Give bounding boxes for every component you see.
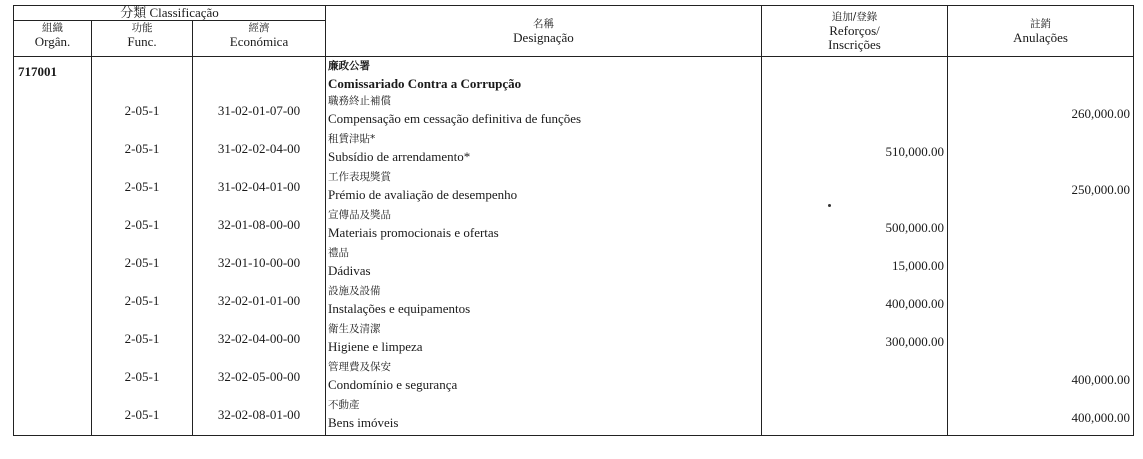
designation-zh: 不動產 xyxy=(328,399,360,411)
reinforcement-amount: 500,000.00 xyxy=(885,220,944,235)
designation-zh: 租賃津貼* xyxy=(328,133,376,145)
designation-item xyxy=(328,93,761,131)
designation-zh: 宣傳品及獎品 xyxy=(328,209,391,221)
organ-code: 717001 xyxy=(18,64,57,79)
economic-header: 經濟 Económica xyxy=(193,21,326,57)
designation-item xyxy=(328,207,761,245)
organ-name-pt: Comissariado Contra a Corrupção xyxy=(328,76,522,91)
designation-pt: Subsídio de arrendamento* xyxy=(328,149,471,164)
designation-zh: 職務終止補償 xyxy=(328,95,391,107)
budget-table xyxy=(13,5,1134,436)
classification-header: 分類 Classificação xyxy=(14,6,326,21)
designation-pt: Materiais promocionais e ofertas xyxy=(328,225,499,240)
designation-item xyxy=(328,131,761,169)
designation-item xyxy=(328,397,761,435)
economic-column xyxy=(193,57,326,436)
organ-cell xyxy=(14,57,92,436)
reinforcement-amount: 15,000.00 xyxy=(892,258,944,273)
organ-header: 組織 Orgân. xyxy=(14,21,92,57)
designation-pt: Condomínio e segurança xyxy=(328,377,458,392)
economic-code: 31-02-04-01-00 xyxy=(217,179,301,194)
designation-pt: Compensação em cessação definitiva de funções xyxy=(328,111,582,126)
annulment-amount: 400,000.00 xyxy=(1071,372,1130,387)
designation-item xyxy=(328,283,761,321)
reinforcement-amount: 400,000.00 xyxy=(885,296,944,311)
economic-code: 32-01-08-00-00 xyxy=(217,217,301,232)
designation-item xyxy=(328,169,761,207)
designation-pt: Bens imóveis xyxy=(328,415,399,430)
economic-code: 31-02-01-07-00 xyxy=(217,103,301,118)
reinforcement-amount: 300,000.00 xyxy=(885,334,944,349)
designation-pt: Higiene e limpeza xyxy=(328,339,423,354)
designation-pt: Instalações e equipamentos xyxy=(328,301,471,316)
economic-code: 32-01-10-00-00 xyxy=(217,255,301,270)
designation-zh: 管理費及保安 xyxy=(328,361,391,373)
reinforcements-header: 追加/登錄 Reforços/ Inscrições xyxy=(762,6,948,57)
organ-name-zh: 廉政公署 xyxy=(328,60,370,72)
function-code: 2-05-1 xyxy=(124,255,160,270)
function-code: 2-05-1 xyxy=(124,103,160,118)
designation-zh: 禮品 xyxy=(328,247,349,259)
reinforcements-column xyxy=(762,57,948,436)
economic-code: 31-02-02-04-00 xyxy=(217,141,301,156)
designation-item xyxy=(328,321,761,359)
function-code: 2-05-1 xyxy=(124,407,160,422)
annulments-column xyxy=(948,57,1134,436)
designation-zh: 工作表現獎賞 xyxy=(328,171,391,183)
designation-header: 名稱 Designação xyxy=(326,6,762,57)
economic-code: 32-02-08-01-00 xyxy=(217,407,301,422)
economic-code: 32-02-04-00-00 xyxy=(217,331,301,346)
designation-item xyxy=(328,359,761,397)
function-code: 2-05-1 xyxy=(124,369,160,384)
designation-pt: Dádivas xyxy=(328,263,371,278)
function-code: 2-05-1 xyxy=(124,179,160,194)
designation-zh: 設施及設備 xyxy=(328,285,381,297)
annulment-amount: 260,000.00 xyxy=(1071,106,1130,121)
function-code: 2-05-1 xyxy=(124,141,160,156)
function-code: 2-05-1 xyxy=(124,217,160,232)
reinforcement-amount: 510,000.00 xyxy=(885,144,944,159)
economic-code: 32-02-05-00-00 xyxy=(217,369,301,384)
designation-column xyxy=(326,57,762,436)
function-code: 2-05-1 xyxy=(124,293,160,308)
designation-pt: Prémio de avaliação de desempenho xyxy=(328,187,518,202)
designation-item xyxy=(328,245,761,283)
scan-mark xyxy=(828,204,831,207)
annulments-header: 註銷 Anulações xyxy=(948,6,1134,57)
designation-zh: 衛生及清潔 xyxy=(328,323,381,335)
function-code: 2-05-1 xyxy=(124,331,160,346)
economic-code: 32-02-01-01-00 xyxy=(217,293,301,308)
annulment-amount: 400,000.00 xyxy=(1071,410,1130,425)
function-column xyxy=(92,57,193,436)
annulment-amount: 250,000.00 xyxy=(1071,182,1130,197)
function-header: 功能 Func. xyxy=(92,21,193,57)
